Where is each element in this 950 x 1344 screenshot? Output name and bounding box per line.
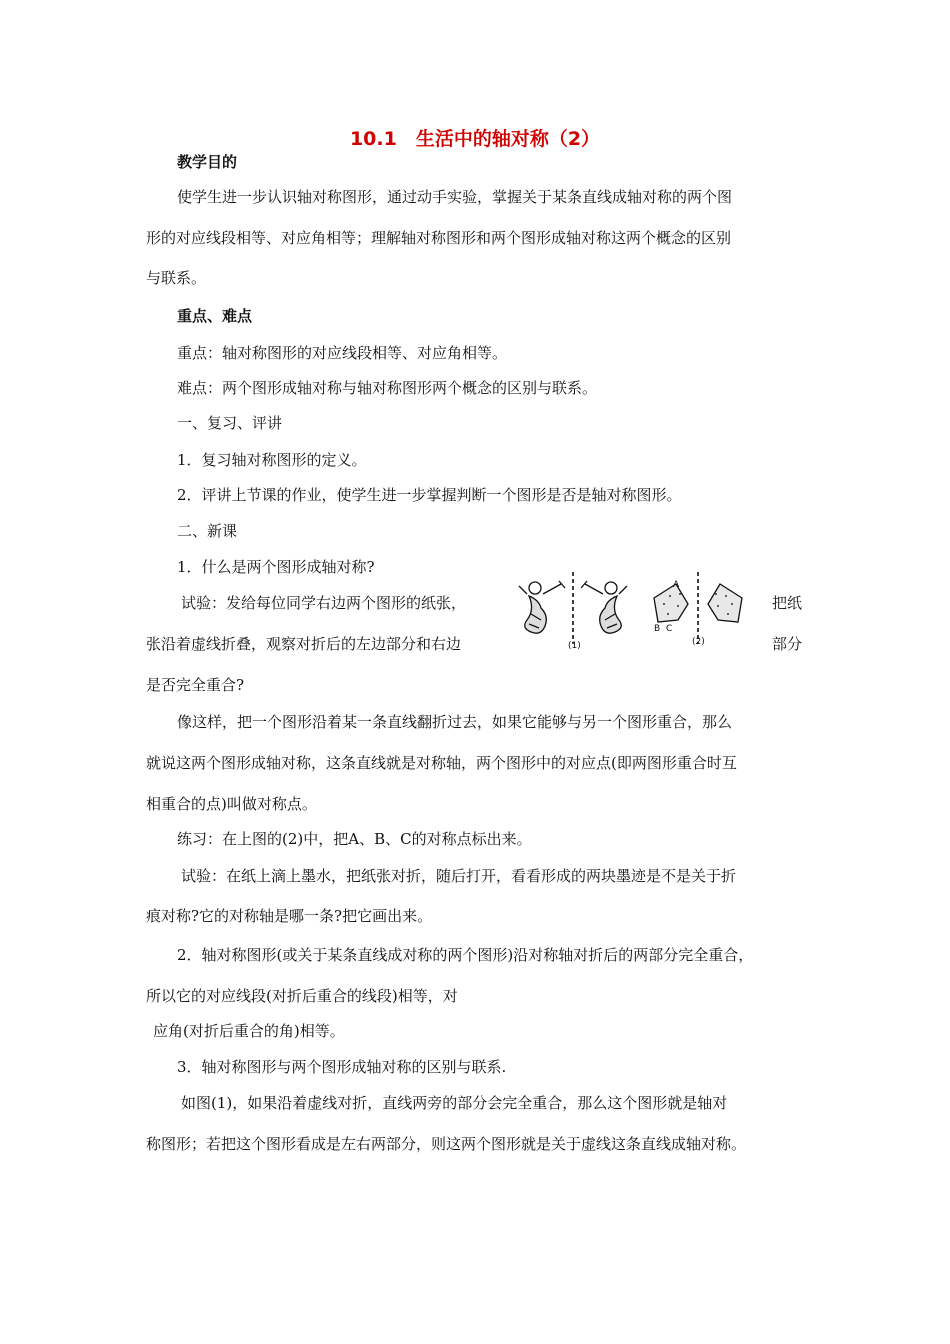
key-point: 重点：轴对称图形的对应线段相等、对应角相等。 <box>177 344 508 362</box>
definition-line-1: 像这样，把一个图形沿着某一条直线翻折过去，如果它能够与另一个图形重合，那么 <box>177 713 733 731</box>
point3-line-1: 如图(1)，如果沿着虚线对折，直线两旁的部分会完全重合，那么这个图形就是轴对 <box>181 1094 728 1112</box>
experiment2-line-1: 试验：在纸上滴上墨水，把纸张对折，随后打开，看看形成的两块墨迹是不是关于折 <box>181 867 737 885</box>
figure-2-caption: (2) <box>692 637 705 647</box>
figure-2-label-b: B <box>654 624 661 634</box>
review-heading: 一、复习、评讲 <box>177 414 283 432</box>
figure-1-right-shape <box>581 581 627 633</box>
figure-2-label-c: C <box>666 624 673 634</box>
experiment1-line-1-right: 把纸 <box>772 594 803 612</box>
new-lesson-heading: 二、新课 <box>177 522 238 540</box>
question-1: 1．什么是两个图形成轴对称? <box>177 558 375 576</box>
figure-1-left-shape <box>519 581 565 633</box>
objective-line-2: 形的对应线段相等、对应角相等；理解轴对称图形和两个图形成轴对称这两个概念的区别 <box>146 229 732 247</box>
review-item-1: 1．复习轴对称图形的定义。 <box>177 451 367 469</box>
point2-line-2: 所以它的对应线段(对折后重合的线段)相等，对 <box>146 987 458 1005</box>
definition-line-2: 就说这两个图形成轴对称，这条直线就是对称轴，两个图形中的对应点(即两图形重合时互 <box>146 754 737 772</box>
document-title: 10.1 生活中的轴对称（2） <box>349 128 601 150</box>
figure-2-right-polygon <box>708 584 742 622</box>
experiment1-line-2: 张沿着虚线折叠，观察对折后的左边部分和右边 <box>146 635 462 653</box>
practice: 练习：在上图的(2)中，把A、B、C的对称点标出来。 <box>177 830 532 848</box>
figure-2-left-polygon <box>654 584 688 622</box>
experiment2-line-2: 痕对称?它的对称轴是哪一条?把它画出来。 <box>146 907 433 925</box>
figure-1-illustration <box>505 570 645 652</box>
experiment1-line-3: 是否完全重合? <box>146 676 245 694</box>
figure-2-label-a: A <box>673 580 680 590</box>
difficult-point: 难点：两个图形成轴对称与轴对称图形两个概念的区别与联系。 <box>177 379 598 397</box>
experiment1-line-2-right: 部分 <box>772 635 803 653</box>
objective-line-1: 使学生进一步认识轴对称图形，通过动手实验，掌握关于某条直线成轴对称的两个图 <box>177 188 733 206</box>
figure-1-caption: (1) <box>568 641 581 651</box>
point2-line-3: 应角(对折后重合的角)相等。 <box>153 1022 345 1040</box>
objective-line-3: 与联系。 <box>146 269 207 287</box>
key-heading: 重点、难点 <box>177 307 253 325</box>
point3-heading: 3．轴对称图形与两个图形成轴对称的区别与联系. <box>177 1058 507 1076</box>
definition-line-3: 相重合的点)叫做对称点。 <box>146 795 317 813</box>
experiment1-line-1: 试验：发给每位同学右边两个图形的纸张， <box>181 594 467 612</box>
point3-line-2: 称图形；若把这个图形看成是左右两部分，则这两个图形就是关于虚线这条直线成轴对称。 <box>146 1135 747 1153</box>
objective-heading: 教学目的 <box>177 153 238 171</box>
review-item-2: 2．评讲上节课的作业，使学生进一步掌握判断一个图形是否是轴对称图形。 <box>177 486 682 504</box>
point2-line-1: 2．轴对称图形(或关于某条直线成对称的两个图形)沿对称轴对折后的两部分完全重合， <box>177 946 754 964</box>
